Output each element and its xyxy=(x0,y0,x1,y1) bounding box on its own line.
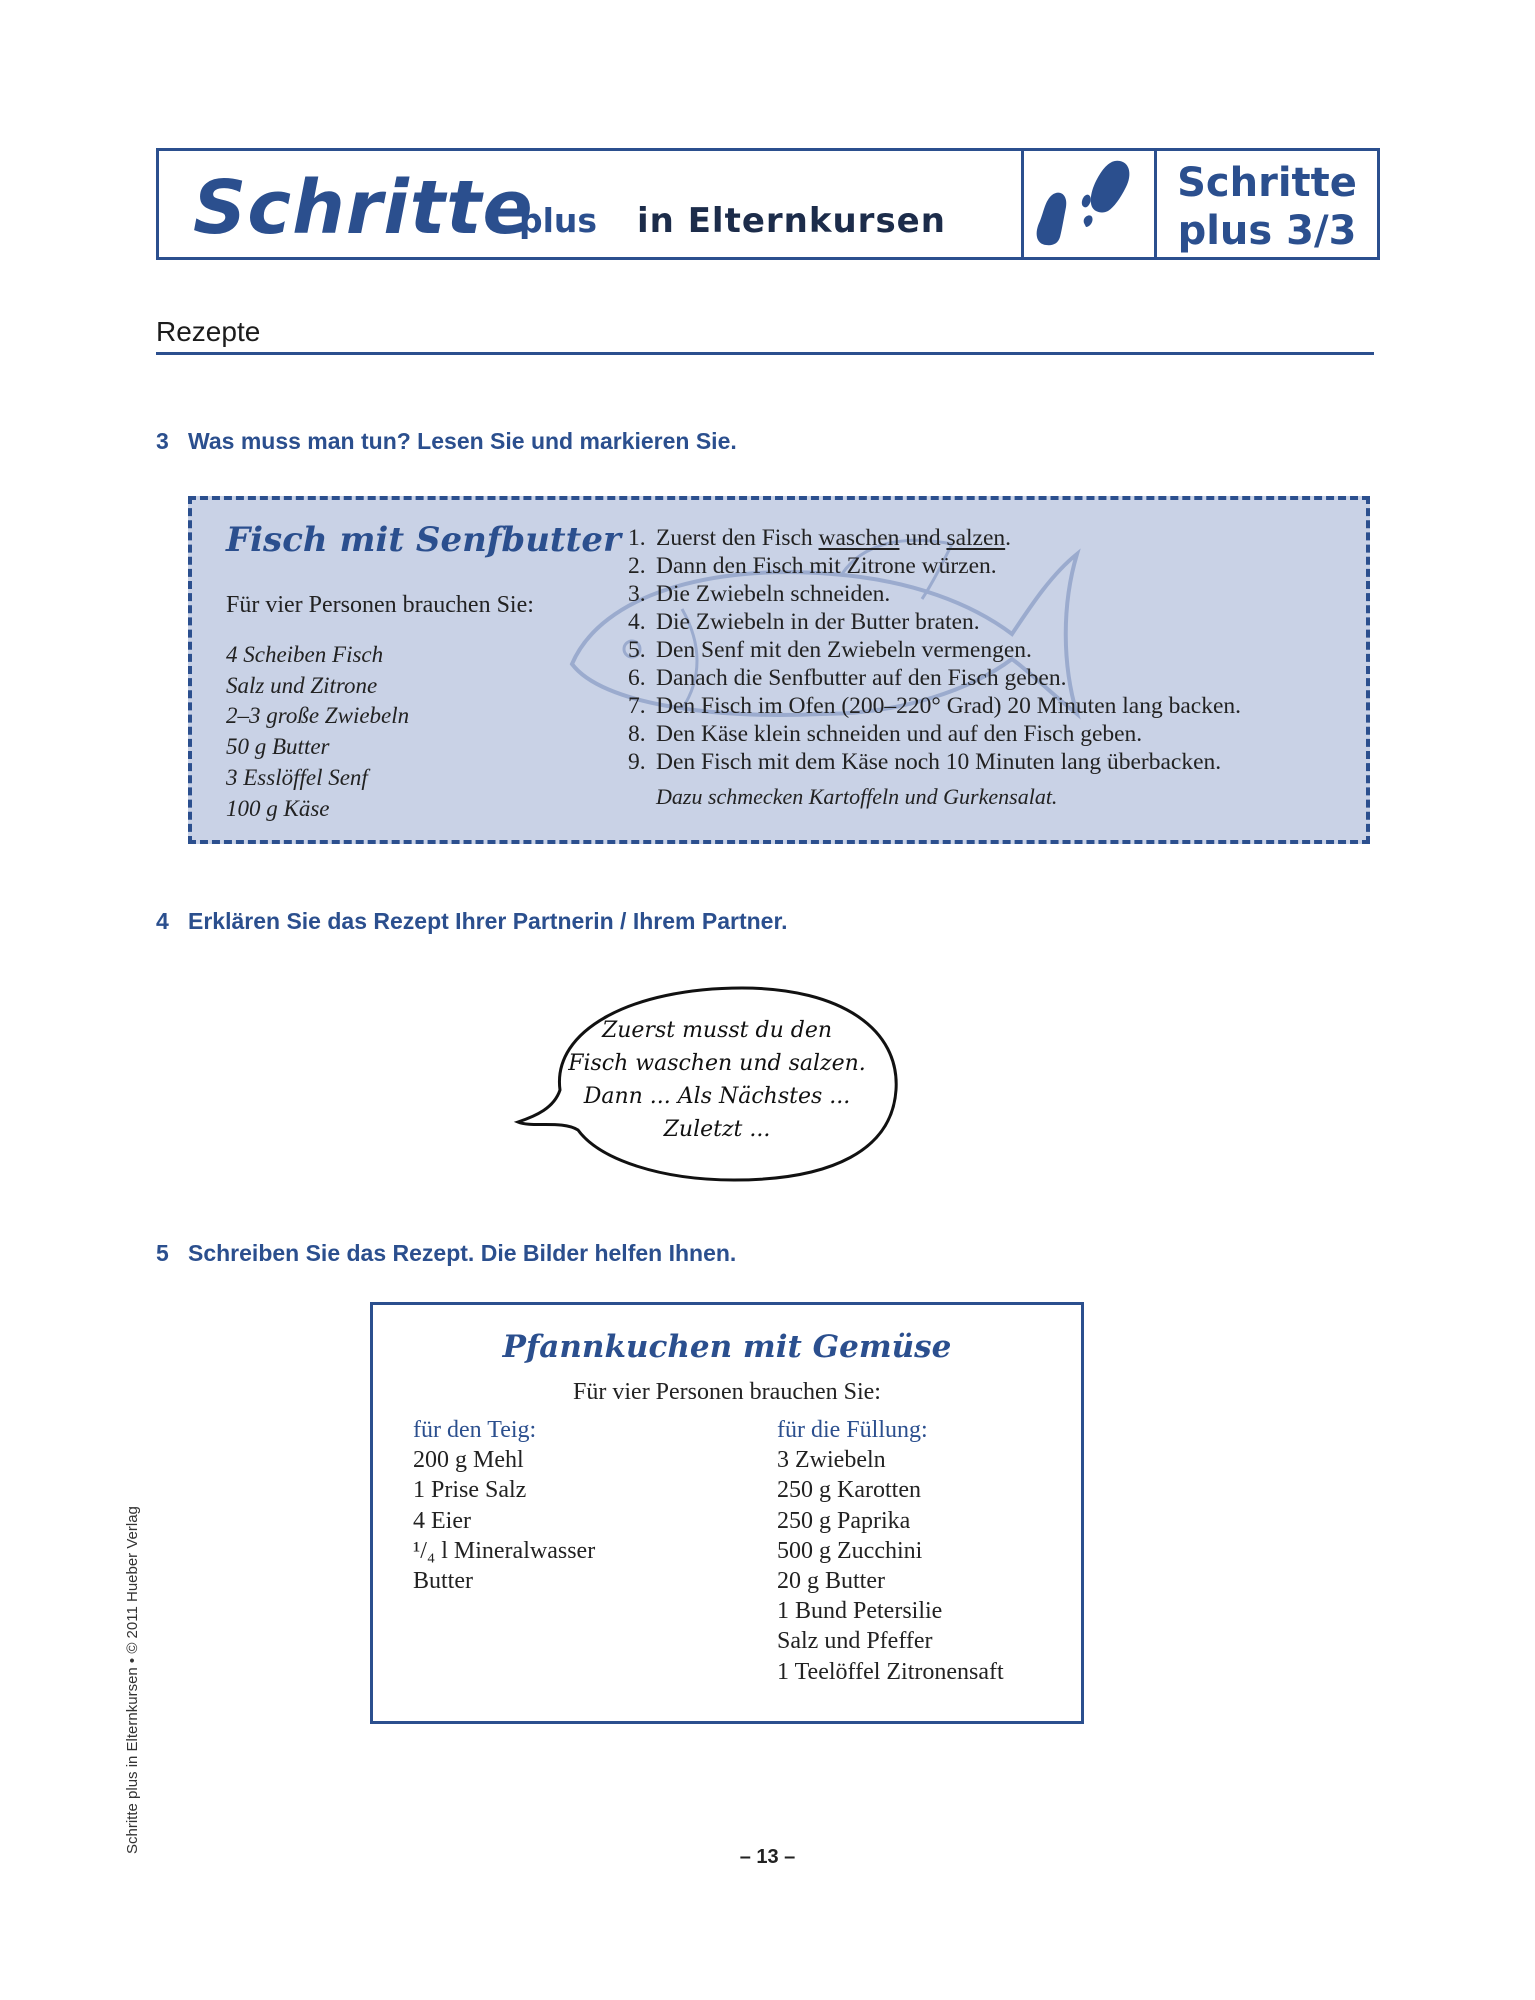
step-text: Den Käse klein schneiden und auf den Fisch geben. xyxy=(656,721,1143,747)
step-text-pre: Zuerst den Fisch xyxy=(656,525,819,551)
step-text: Die Zwiebeln schneiden. xyxy=(656,581,891,607)
step-number: 7. xyxy=(628,693,646,719)
level-label xyxy=(1157,159,1377,255)
brand-title: Schritte xyxy=(193,165,534,251)
fish-ingredient-list xyxy=(226,640,409,824)
step-text-post: . xyxy=(1005,525,1012,551)
step-item xyxy=(628,720,1241,748)
pancake-recipe-intro: Für vier Personen brauchen Sie: xyxy=(573,1379,881,1405)
step-item xyxy=(628,524,1241,552)
list-item: 20 g Butter xyxy=(777,1568,885,1595)
step-number: 6. xyxy=(628,665,646,691)
fish-recipe-title: Fisch mit Senfbutter xyxy=(226,520,621,560)
fish-step-list xyxy=(628,524,1241,776)
bubble-line: Zuletzt ... xyxy=(663,1117,771,1142)
level-cell xyxy=(1157,151,1377,257)
list-item: 1 Teelöffel Zitronensaft xyxy=(777,1658,1004,1685)
marked-word: waschen xyxy=(818,525,900,551)
section-title: Rezepte xyxy=(156,316,1374,355)
level-line-2: plus 3/3 xyxy=(1177,208,1357,254)
filling-list xyxy=(777,1445,1004,1687)
list-item: 1 Prise Salz xyxy=(413,1477,527,1504)
step-item xyxy=(628,608,1241,636)
list-item: 3 Zwiebeln xyxy=(777,1447,886,1474)
copyright-note: Schritte plus in Elternkursen • © 2011 Hueber Verlag xyxy=(124,1506,141,1854)
step-text: Den Fisch im Ofen (200–220° Grad) 20 Minuten lang backen. xyxy=(656,693,1242,719)
step-number: 8. xyxy=(628,721,646,747)
pancake-recipe-title: Pfannkuchen mit Gemüse xyxy=(502,1329,952,1365)
step-text-mid: und xyxy=(899,525,947,551)
step-item xyxy=(628,692,1241,720)
step-number: 5. xyxy=(628,637,646,663)
fish-recipe-box xyxy=(188,496,1370,844)
list-item: 2–3 große Zwiebeln xyxy=(226,703,410,729)
list-item: Salz und Zitrone xyxy=(226,672,378,698)
level-line-1: Schritte xyxy=(1177,160,1357,206)
task-4-heading xyxy=(156,908,788,935)
pancake-recipe-box xyxy=(370,1302,1084,1724)
list-item: 200 g Mehl xyxy=(413,1447,524,1474)
task-number: 5 xyxy=(156,1240,169,1266)
speech-bubble xyxy=(512,980,912,1190)
marked-word: salzen xyxy=(946,525,1006,551)
step-number: 9. xyxy=(628,749,646,775)
list-item: 3 Esslöffel Senf xyxy=(226,764,368,790)
fish-recipe-note: Dazu schmecken Kartoffeln und Gurkensalat. xyxy=(656,784,1058,809)
filling-heading: für die Füllung: xyxy=(777,1417,928,1443)
brand-cell xyxy=(159,151,1024,257)
step-text: Den Senf mit den Zwiebeln vermengen. xyxy=(656,637,1032,663)
task-text: Was muss man tun? Lesen Sie und markieren Sie. xyxy=(188,428,737,454)
list-item: 250 g Paprika xyxy=(777,1507,911,1534)
task-number: 3 xyxy=(156,428,169,454)
bubble-line: Fisch waschen und salzen. xyxy=(568,1051,866,1076)
step-item xyxy=(628,580,1241,608)
list-item: Butter xyxy=(413,1568,473,1595)
bubble-text xyxy=(552,1014,882,1146)
step-item xyxy=(628,664,1241,692)
list-item: 100 g Käse xyxy=(226,795,330,821)
list-item: 4 Eier xyxy=(413,1507,471,1534)
step-number: 3. xyxy=(628,581,646,607)
dough-column xyxy=(413,1415,595,1596)
dough-heading: für den Teig: xyxy=(413,1417,537,1443)
step-text: Die Zwiebeln in der Butter braten. xyxy=(656,609,980,635)
step-number: 1. xyxy=(628,525,646,551)
step-number: 4. xyxy=(628,609,646,635)
step-number: 2. xyxy=(628,553,646,579)
list-item: 500 g Zucchini xyxy=(777,1537,923,1564)
dough-list xyxy=(413,1445,595,1596)
step-text: Dann den Fisch mit Zitrone würzen. xyxy=(656,553,997,579)
step-text: Den Fisch mit dem Käse noch 10 Minuten lang überbacken. xyxy=(656,749,1222,775)
list-item: 4 Scheiben Fisch xyxy=(226,642,384,667)
logo-cell xyxy=(1024,151,1157,257)
list-item: 250 g Karotten xyxy=(777,1477,921,1504)
step-item xyxy=(628,748,1241,776)
page-number: – 13 – xyxy=(739,1846,796,1868)
task-number: 4 xyxy=(156,908,169,934)
list-item: Salz und Pfeffer xyxy=(777,1628,933,1655)
list-item: 1 Bund Petersilie xyxy=(777,1598,943,1625)
task-5-heading xyxy=(156,1240,736,1267)
task-text: Schreiben Sie das Rezept. Die Bilder helfen Ihnen. xyxy=(188,1240,737,1266)
bubble-line: Zuerst musst du den xyxy=(601,1018,833,1043)
bubble-line: Dann ... Als Nächstes ... xyxy=(583,1084,851,1109)
brand-subtitle: in Elternkursen xyxy=(637,201,946,241)
footprints-icon xyxy=(1024,151,1148,257)
step-text: Danach die Senfbutter auf den Fisch geben. xyxy=(656,665,1067,691)
brand-plus: plus xyxy=(519,201,598,240)
filling-column xyxy=(777,1415,1004,1687)
step-item xyxy=(628,552,1241,580)
task-3-heading xyxy=(156,428,737,455)
list-item: 50 g Butter xyxy=(226,734,330,760)
fish-recipe-intro: Für vier Personen brauchen Sie: xyxy=(226,592,534,618)
header-banner xyxy=(156,148,1380,260)
step-item xyxy=(628,636,1241,664)
list-item: ¹/₄ l Mineralwasser xyxy=(413,1537,596,1564)
task-text: Erklären Sie das Rezept Ihrer Partnerin / Ihrem Partner. xyxy=(188,908,788,934)
